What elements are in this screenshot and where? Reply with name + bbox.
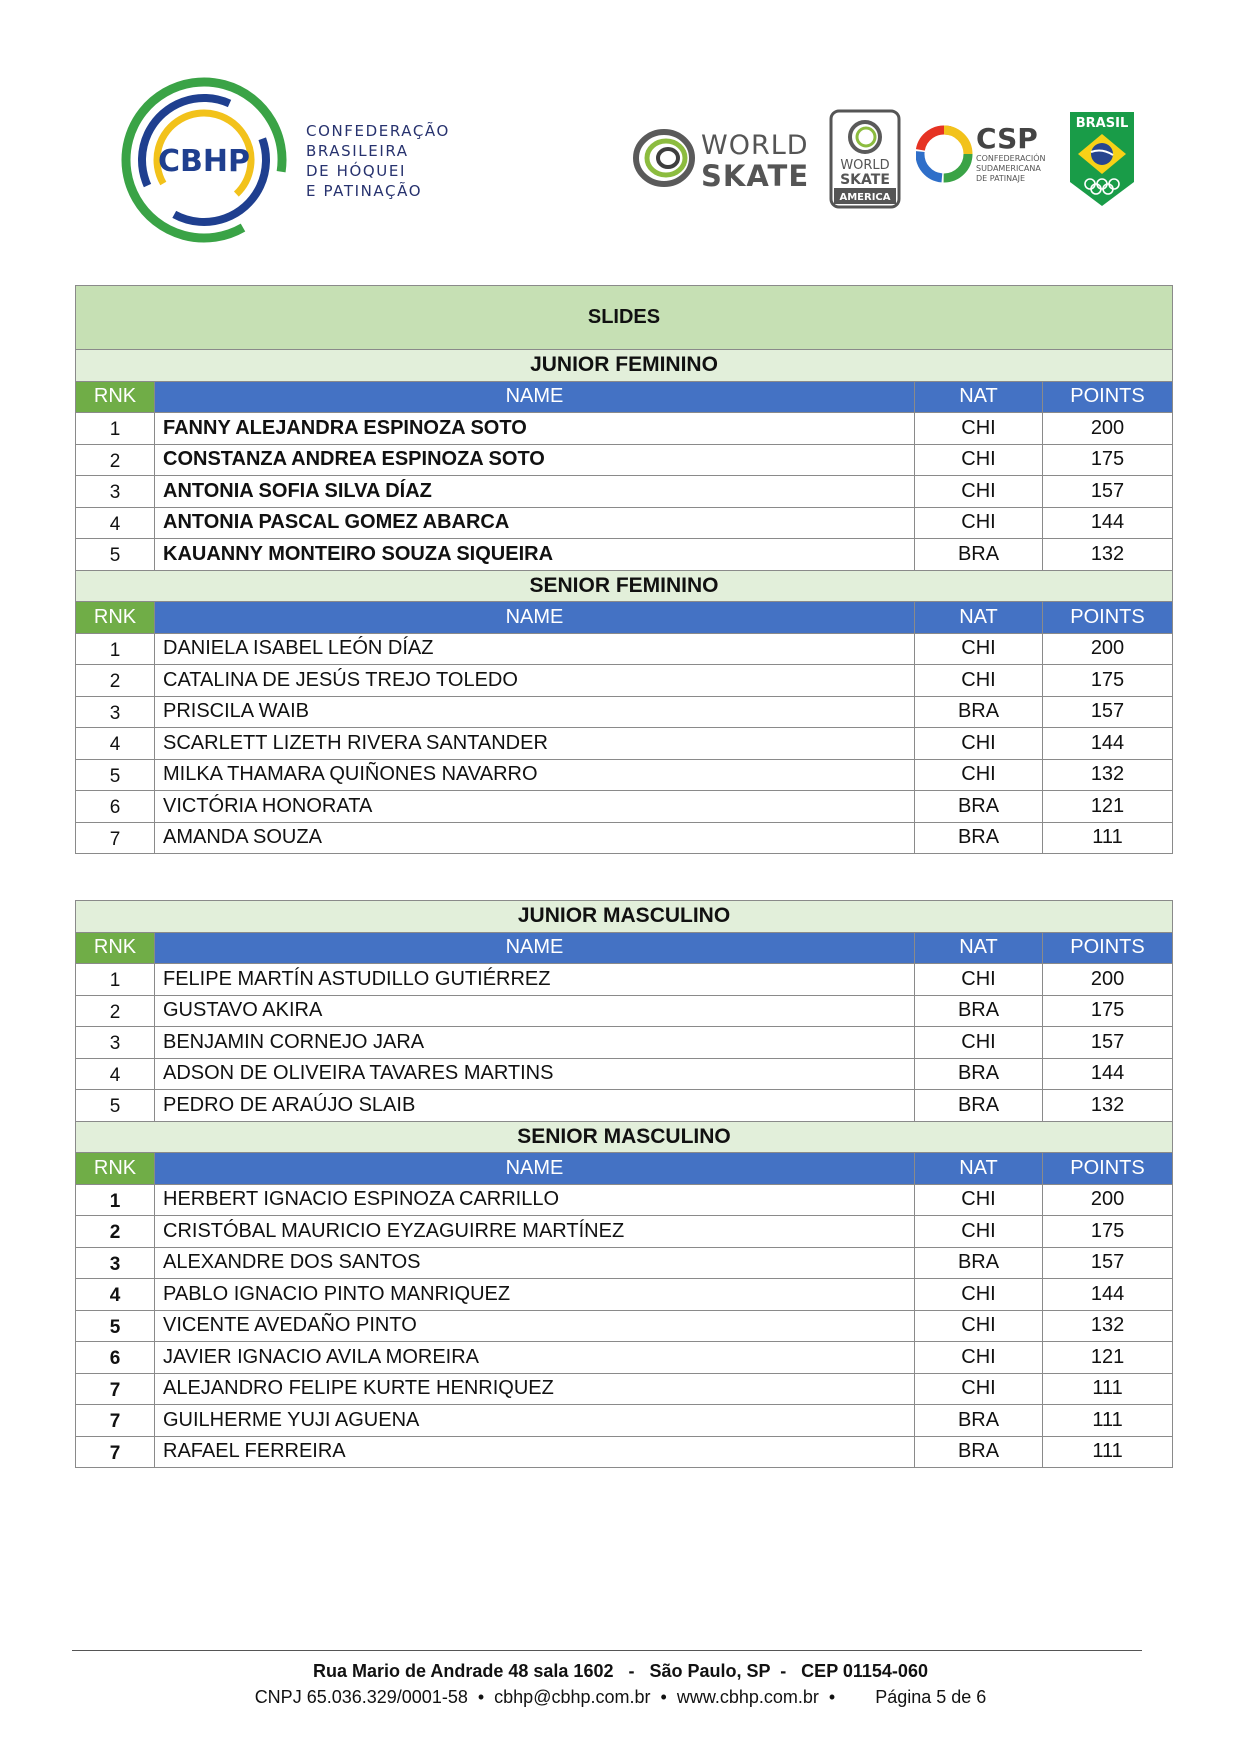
- table-row: [76, 1405, 1173, 1437]
- footer-page-number: Página 5 de 6: [875, 1687, 987, 1707]
- footer-cnpj: CNPJ 65.036.329/0001-58: [254, 1687, 468, 1707]
- rank-cell: 7: [76, 1436, 155, 1468]
- nationality-cell: CHI: [915, 1279, 1043, 1311]
- table-row: [76, 1436, 1173, 1468]
- rank-cell: 4: [76, 1279, 155, 1311]
- rank-cell: 1: [76, 633, 155, 665]
- nationality-cell: BRA: [915, 1247, 1043, 1279]
- table-row: [76, 1027, 1173, 1059]
- points-header: POINTS: [1043, 932, 1173, 964]
- name-header: NAME: [155, 1153, 915, 1185]
- rank-cell: 6: [76, 791, 155, 823]
- nationality-cell: CHI: [915, 476, 1043, 508]
- athlete-name-cell: MILKA THAMARA QUIÑONES NAVARRO: [155, 759, 915, 791]
- table-row: [76, 964, 1173, 996]
- athlete-name-cell: SCARLETT LIZETH RIVERA SANTANDER: [155, 728, 915, 760]
- footer-website[interactable]: www.cbhp.com.br: [676, 1687, 819, 1707]
- section-title-row: [76, 1121, 1173, 1153]
- nationality-cell: BRA: [915, 1090, 1043, 1122]
- points-cell: 200: [1043, 633, 1173, 665]
- name-header: NAME: [155, 381, 915, 413]
- rank-header: RNK: [76, 602, 155, 634]
- results-table-female: [75, 285, 1173, 854]
- points-cell: 144: [1043, 728, 1173, 760]
- cbhp-name-line: E PATINAÇÃO: [306, 182, 423, 200]
- world-skate-word2: SKATE: [701, 159, 810, 193]
- points-cell: 111: [1043, 822, 1173, 854]
- rank-header: RNK: [76, 1153, 155, 1185]
- nationality-cell: CHI: [915, 1373, 1043, 1405]
- rank-cell: 4: [76, 1058, 155, 1090]
- section-title: SENIOR FEMININO: [76, 570, 1173, 602]
- rank-cell: 7: [76, 1373, 155, 1405]
- athlete-name-cell: FANNY ALEJANDRA ESPINOZA SOTO: [155, 413, 915, 445]
- nat-header: NAT: [915, 381, 1043, 413]
- rank-cell: 5: [76, 759, 155, 791]
- table-row: [76, 507, 1173, 539]
- points-cell: 157: [1043, 476, 1173, 508]
- nationality-cell: CHI: [915, 413, 1043, 445]
- nationality-cell: CHI: [915, 1027, 1043, 1059]
- rank-cell: 2: [76, 1216, 155, 1248]
- rank-cell: 5: [76, 1310, 155, 1342]
- athlete-name-cell: ANTONIA PASCAL GOMEZ ABARCA: [155, 507, 915, 539]
- athlete-name-cell: ALEJANDRO FELIPE KURTE HENRIQUEZ: [155, 1373, 915, 1405]
- nationality-cell: BRA: [915, 1405, 1043, 1437]
- athlete-name-cell: VICENTE AVEDAÑO PINTO: [155, 1310, 915, 1342]
- athlete-name-cell: ANTONIA SOFIA SILVA DÍAZ: [155, 476, 915, 508]
- nationality-cell: BRA: [915, 1436, 1043, 1468]
- rank-cell: 4: [76, 728, 155, 760]
- cbhp-name: [306, 121, 450, 201]
- brasil-olympic-logo: [1068, 110, 1136, 208]
- cbhp-logo-text: CBHP: [158, 144, 250, 179]
- column-header-row: [76, 602, 1173, 634]
- athlete-name-cell: BENJAMIN CORNEJO JARA: [155, 1027, 915, 1059]
- points-cell: 121: [1043, 1342, 1173, 1374]
- world-skate-logo: [632, 120, 812, 196]
- csp-abbr: CSP: [976, 122, 1038, 155]
- athlete-name-cell: RAFAEL FERREIRA: [155, 1436, 915, 1468]
- athlete-name-cell: CRISTÓBAL MAURICIO EYZAGUIRRE MARTÍNEZ: [155, 1216, 915, 1248]
- table-row: [76, 665, 1173, 697]
- section-title-row: [76, 570, 1173, 602]
- rank-cell: 5: [76, 1090, 155, 1122]
- nat-header: NAT: [915, 602, 1043, 634]
- athlete-name-cell: CATALINA DE JESÚS TREJO TOLEDO: [155, 665, 915, 697]
- table-row: [76, 1184, 1173, 1216]
- table-row: [76, 1058, 1173, 1090]
- column-header-row: [76, 381, 1173, 413]
- rank-cell: 1: [76, 964, 155, 996]
- points-cell: 157: [1043, 696, 1173, 728]
- table-row: [76, 791, 1173, 823]
- results-table-male: [75, 900, 1173, 1468]
- athlete-name-cell: PRISCILA WAIB: [155, 696, 915, 728]
- rank-cell: 7: [76, 1405, 155, 1437]
- athlete-name-cell: HERBERT IGNACIO ESPINOZA CARRILLO: [155, 1184, 915, 1216]
- footer-email[interactable]: cbhp@cbhp.com.br: [494, 1687, 651, 1707]
- points-cell: 144: [1043, 1279, 1173, 1311]
- athlete-name-cell: GUSTAVO AKIRA: [155, 995, 915, 1027]
- points-cell: 175: [1043, 1216, 1173, 1248]
- athlete-name-cell: ADSON DE OLIVEIRA TAVARES MARTINS: [155, 1058, 915, 1090]
- footer-contact: CNPJ 65.036.329/0001-58 • cbhp@cbhp.com.br • www.cbhp.com.br • Página 5 de 6: [254, 1687, 987, 1707]
- nationality-cell: BRA: [915, 1058, 1043, 1090]
- points-cell: 121: [1043, 791, 1173, 823]
- brasil-word: BRASIL: [1075, 116, 1129, 131]
- nationality-cell: BRA: [915, 696, 1043, 728]
- rank-cell: 1: [76, 1184, 155, 1216]
- rank-cell: 2: [76, 995, 155, 1027]
- section-title: JUNIOR MASCULINO: [76, 901, 1173, 933]
- rank-cell: 6: [76, 1342, 155, 1374]
- athlete-name-cell: ALEXANDRE DOS SANTOS: [155, 1247, 915, 1279]
- table-row: [76, 1216, 1173, 1248]
- rank-cell: 3: [76, 1247, 155, 1279]
- table-row: [76, 759, 1173, 791]
- table-row: [76, 1090, 1173, 1122]
- rank-cell: 2: [76, 444, 155, 476]
- athlete-name-cell: PABLO IGNACIO PINTO MANRIQUEZ: [155, 1279, 915, 1311]
- table-row: [76, 696, 1173, 728]
- rank-cell: 4: [76, 507, 155, 539]
- nationality-cell: CHI: [915, 1342, 1043, 1374]
- csp-line: DE PATINAJE: [976, 174, 1026, 183]
- wsa-word1: WORLD: [840, 158, 890, 173]
- points-cell: 200: [1043, 1184, 1173, 1216]
- name-header: NAME: [155, 602, 915, 634]
- table-row: [76, 1310, 1173, 1342]
- discipline-title: SLIDES: [76, 286, 1173, 350]
- nationality-cell: BRA: [915, 539, 1043, 571]
- points-cell: 157: [1043, 1027, 1173, 1059]
- nationality-cell: BRA: [915, 995, 1043, 1027]
- nationality-cell: CHI: [915, 1184, 1043, 1216]
- table-row: [76, 539, 1173, 571]
- rank-cell: 5: [76, 539, 155, 571]
- nationality-cell: CHI: [915, 633, 1043, 665]
- column-header-row: [76, 932, 1173, 964]
- rank-header: RNK: [76, 932, 155, 964]
- athlete-name-cell: GUILHERME YUJI AGUENA: [155, 1405, 915, 1437]
- table-row: [76, 1342, 1173, 1374]
- rank-cell: 2: [76, 665, 155, 697]
- rank-cell: 7: [76, 822, 155, 854]
- nationality-cell: CHI: [915, 728, 1043, 760]
- athlete-name-cell: JAVIER IGNACIO AVILA MOREIRA: [155, 1342, 915, 1374]
- points-cell: 132: [1043, 759, 1173, 791]
- points-header: POINTS: [1043, 381, 1173, 413]
- wsa-word3: AMERICA: [839, 192, 891, 203]
- table-row: [76, 1373, 1173, 1405]
- points-cell: 175: [1043, 995, 1173, 1027]
- points-cell: 157: [1043, 1247, 1173, 1279]
- nationality-cell: CHI: [915, 964, 1043, 996]
- points-cell: 175: [1043, 444, 1173, 476]
- table-row: [76, 633, 1173, 665]
- points-cell: 111: [1043, 1436, 1173, 1468]
- nationality-cell: CHI: [915, 1216, 1043, 1248]
- athlete-name-cell: AMANDA SOUZA: [155, 822, 915, 854]
- points-cell: 111: [1043, 1373, 1173, 1405]
- nationality-cell: BRA: [915, 822, 1043, 854]
- nationality-cell: CHI: [915, 665, 1043, 697]
- points-cell: 200: [1043, 413, 1173, 445]
- athlete-name-cell: KAUANNY MONTEIRO SOUZA SIQUEIRA: [155, 539, 915, 571]
- points-cell: 200: [1043, 964, 1173, 996]
- points-cell: 144: [1043, 1058, 1173, 1090]
- wsa-word2: SKATE: [840, 172, 890, 188]
- nationality-cell: CHI: [915, 759, 1043, 791]
- nat-header: NAT: [915, 932, 1043, 964]
- table-row: [76, 1279, 1173, 1311]
- section-title: SENIOR MASCULINO: [76, 1121, 1173, 1153]
- rank-cell: 3: [76, 1027, 155, 1059]
- athlete-name-cell: VICTÓRIA HONORATA: [155, 791, 915, 823]
- rank-header: RNK: [76, 381, 155, 413]
- rank-cell: 1: [76, 413, 155, 445]
- cbhp-name-line: DE HÓQUEI: [306, 162, 406, 180]
- table-row: [76, 1247, 1173, 1279]
- page-header: [0, 0, 1241, 260]
- csp-line: CONFEDERACIÓN: [976, 154, 1046, 163]
- table-row: [76, 476, 1173, 508]
- points-cell: 132: [1043, 1310, 1173, 1342]
- table-row: [76, 728, 1173, 760]
- table-row: [76, 413, 1173, 445]
- section-title: JUNIOR FEMININO: [76, 350, 1173, 382]
- rank-cell: 3: [76, 696, 155, 728]
- table-row: [76, 995, 1173, 1027]
- points-cell: 175: [1043, 665, 1173, 697]
- rank-cell: 3: [76, 476, 155, 508]
- athlete-name-cell: PEDRO DE ARAÚJO SLAIB: [155, 1090, 915, 1122]
- name-header: NAME: [155, 932, 915, 964]
- cbhp-name-line: CONFEDERAÇÃO: [306, 122, 450, 140]
- csp-line: SUDAMERICANA: [976, 164, 1041, 173]
- cbhp-logo: [118, 74, 290, 246]
- footer-address: Rua Mario de Andrade 48 sala 1602 - São Paulo, SP - CEP 01154-060: [313, 1661, 928, 1681]
- athlete-name-cell: CONSTANZA ANDREA ESPINOZA SOTO: [155, 444, 915, 476]
- athlete-name-cell: DANIELA ISABEL LEÓN DÍAZ: [155, 633, 915, 665]
- points-cell: 132: [1043, 539, 1173, 571]
- section-title-row: [76, 901, 1173, 933]
- nat-header: NAT: [915, 1153, 1043, 1185]
- nationality-cell: BRA: [915, 791, 1043, 823]
- world-skate-america-logo: [829, 109, 901, 209]
- points-header: POINTS: [1043, 1153, 1173, 1185]
- csp-logo: [916, 116, 1050, 196]
- discipline-title-row: [76, 286, 1173, 350]
- nationality-cell: CHI: [915, 1310, 1043, 1342]
- points-cell: 144: [1043, 507, 1173, 539]
- cbhp-name-line: BRASILEIRA: [306, 142, 409, 160]
- table-row: [76, 822, 1173, 854]
- points-header: POINTS: [1043, 602, 1173, 634]
- footer-divider: [72, 1650, 1142, 1651]
- column-header-row: [76, 1153, 1173, 1185]
- athlete-name-cell: FELIPE MARTÍN ASTUDILLO GUTIÉRREZ: [155, 964, 915, 996]
- nationality-cell: CHI: [915, 444, 1043, 476]
- points-cell: 111: [1043, 1405, 1173, 1437]
- world-skate-word1: WORLD: [701, 130, 809, 161]
- table-row: [76, 444, 1173, 476]
- section-title-row: [76, 350, 1173, 382]
- nationality-cell: CHI: [915, 507, 1043, 539]
- points-cell: 132: [1043, 1090, 1173, 1122]
